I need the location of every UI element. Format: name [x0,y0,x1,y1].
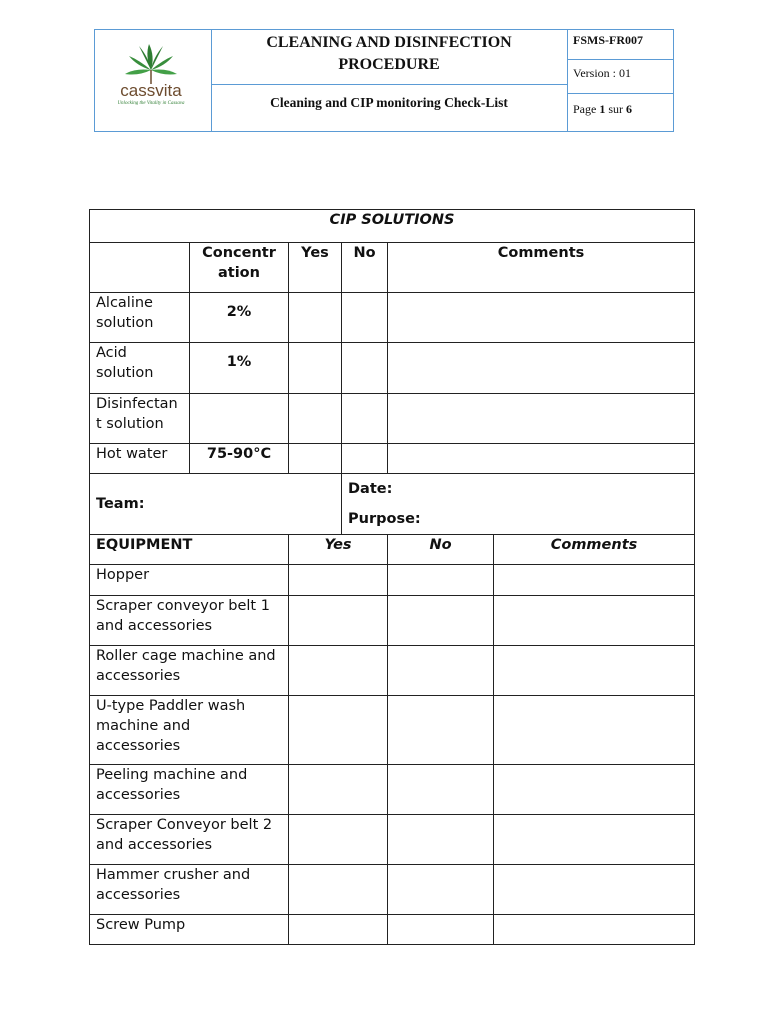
no-cell[interactable] [388,646,494,696]
date-purpose-cell[interactable] [342,474,695,535]
equipment-name: Hammer crusher and accessories [90,865,289,915]
logo-tagline: Unlocking the Vitality in Cassava [117,101,185,106]
solution-concentration: 75-90°C [190,444,289,474]
no-cell[interactable] [388,915,494,945]
cip-title: CIP SOLUTIONS [90,210,695,243]
table-row [90,765,695,815]
solution-concentration [190,394,289,444]
solution-concentration: 2% [190,293,289,343]
date-label: Date: [348,481,393,497]
comment-cell[interactable] [494,865,695,915]
comment-cell[interactable] [388,343,695,394]
document-header [94,29,674,132]
yes-cell[interactable] [289,394,342,444]
table-row [90,596,695,646]
solution-concentration: 1% [190,343,289,394]
table-row [90,293,695,343]
no-cell[interactable] [388,865,494,915]
yes-cell[interactable] [289,865,388,915]
equipment-header-row [90,535,695,565]
cip-header-row [90,243,695,293]
team-row [90,474,695,535]
logo-cell [95,30,212,131]
yes-cell[interactable] [289,815,388,865]
concentration-header: Concentr ation [190,243,289,293]
yes-cell[interactable] [289,343,342,394]
comments-header: Comments [388,243,695,293]
team-label[interactable]: Team: [90,474,342,535]
table-row [90,915,695,945]
equipment-name: Screw Pump [90,915,289,945]
doc-meta-cell [567,30,673,131]
table-row [90,815,695,865]
cip-checklist-table [89,209,695,945]
logo-text: cassvita [120,81,182,100]
equipment-no-header: No [388,535,494,565]
no-cell[interactable] [388,815,494,865]
comment-cell[interactable] [494,596,695,646]
comment-cell[interactable] [494,915,695,945]
equipment-name: Peeling machine and accessories [90,765,289,815]
yes-cell[interactable] [289,293,342,343]
no-header: No [342,243,388,293]
yes-cell[interactable] [289,915,388,945]
solution-name: Hot water [90,444,190,474]
equipment-comments-header: Comments [494,535,695,565]
comment-cell[interactable] [494,765,695,815]
table-row [90,343,695,394]
no-cell[interactable] [388,696,494,765]
table-row [90,696,695,765]
table-row [90,565,695,596]
cip-header-blank [90,243,190,293]
yes-cell[interactable] [289,565,388,596]
page-indicator: Page 1 sur 6 [573,102,632,116]
no-cell[interactable] [388,565,494,596]
no-cell[interactable] [342,343,388,394]
table-row [90,865,695,915]
yes-cell[interactable] [289,596,388,646]
purpose-label: Purpose: [348,511,421,527]
doc-version: Version : 01 [567,60,673,94]
equipment-name: Scraper conveyor belt 1 and accessories [90,596,289,646]
solution-name: Disinfectant solution [90,394,190,444]
yes-cell[interactable] [289,646,388,696]
cassava-leaf-icon [125,44,177,84]
no-cell[interactable] [342,444,388,474]
no-cell[interactable] [342,394,388,444]
comment-cell[interactable] [388,444,695,474]
solution-name: Acid solution [90,343,190,394]
equipment-name: Scraper Conveyor belt 2 and accessories [90,815,289,865]
table-row [90,394,695,444]
checklist-subtitle: Cleaning and CIP monitoring Check-List [270,95,508,110]
equipment-name: Hopper [90,565,289,596]
yes-cell[interactable] [289,765,388,815]
comment-cell[interactable] [388,293,695,343]
equipment-name: U-type Paddler wash machine and accessories [90,696,289,765]
no-cell[interactable] [388,596,494,646]
yes-header: Yes [289,243,342,293]
equipment-name: Roller cage machine and accessories [90,646,289,696]
solution-name: Alcaline solution [90,293,190,343]
yes-cell[interactable] [289,444,342,474]
table-row [90,646,695,696]
comment-cell[interactable] [494,696,695,765]
header-title-cell [211,30,568,131]
no-cell[interactable] [388,765,494,815]
cassvita-logo [95,30,211,131]
table-row [90,444,695,474]
comment-cell[interactable] [494,646,695,696]
comment-cell[interactable] [388,394,695,444]
equipment-yes-header: Yes [289,535,388,565]
doc-code: FSMS-FR007 [567,30,673,60]
yes-cell[interactable] [289,696,388,765]
equipment-header: EQUIPMENT [90,535,289,565]
no-cell[interactable] [342,293,388,343]
comment-cell[interactable] [494,565,695,596]
procedure-title: CLEANING AND DISINFECTION PROCEDURE [211,30,567,85]
comment-cell[interactable] [494,815,695,865]
